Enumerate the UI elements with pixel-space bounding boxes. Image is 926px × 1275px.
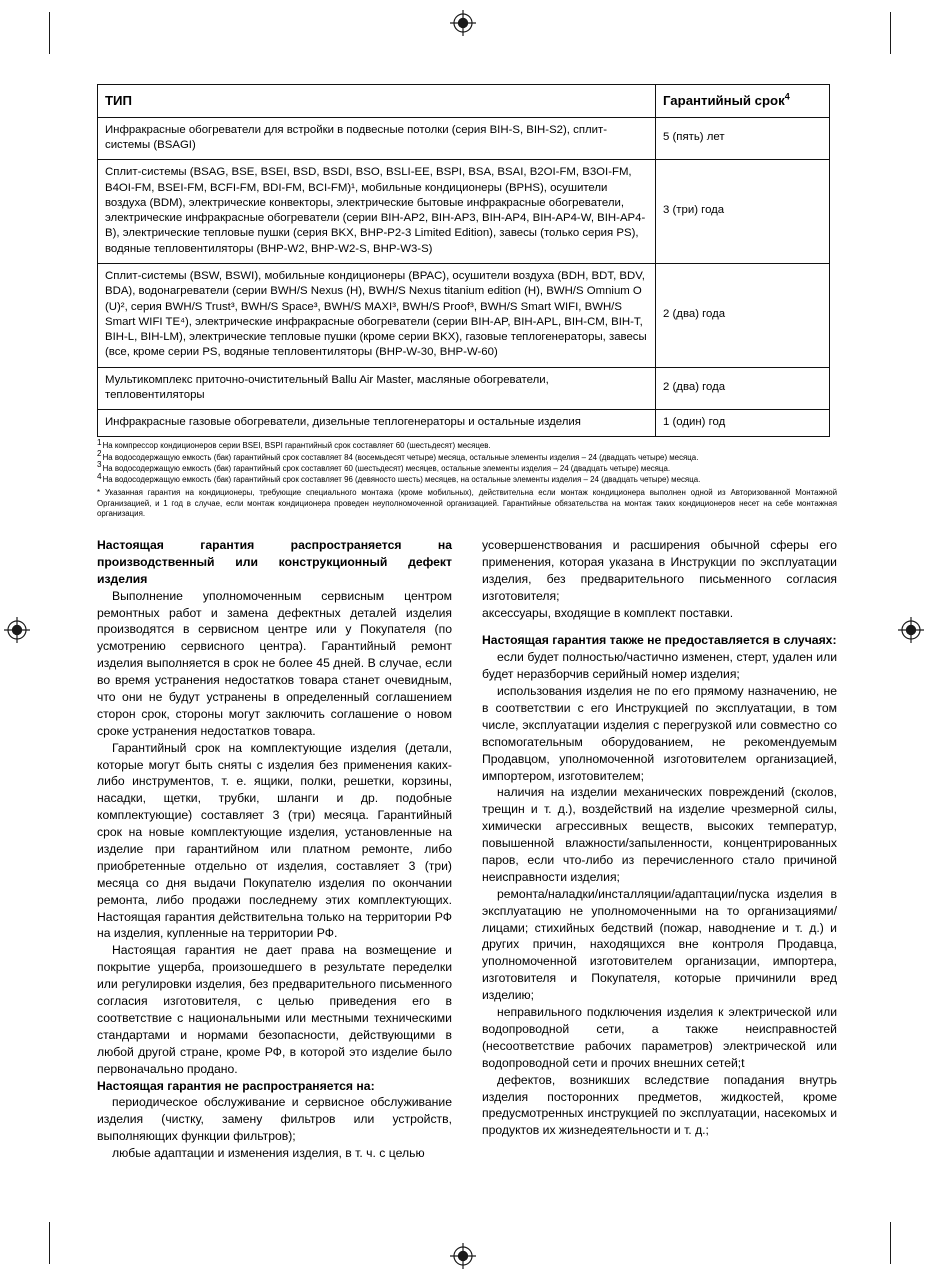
- left-paragraph-repair-terms: Выполнение уполномоченным сервисным центром ремонтных работ и замена дефектных деталей изделия производятся в сервисном центре или у Покупателя (по усмотрению сервисного центра). Гарантийный ремонт изделия выполняется в срок не более 45 дней. В случае, если во время устранения недостатков товара станет очевидным, что они не будут устранены в определенный соглашением сторон срок, стороны могут заключить соглашение о новом сроке устранения недостатков товара.: [97, 588, 452, 738]
- right-case-item-misuse: использования изделия не по его прямому назначению, не в соответствии с его Инструкцией по эксплуатации, в том числе, эксплуатации изделия с перегрузкой или совместно со вспомогательным оборудованием, не рекомендуемым Продавцом, уполномоченной изготовителем организацией, импортером, изготовителем;: [482, 684, 837, 783]
- footnotes-block: [97, 437, 837, 520]
- footnote-marker: 4: [97, 471, 102, 481]
- right-exclusion-item-accessories: аксессуары, входящие в комплект поставки.: [482, 605, 734, 620]
- footnote-text: На компрессор кондиционеров серии BSEI, BSPI гарантийный срок составляет 60 (шестьдесят) месяцев.: [102, 441, 491, 451]
- right-case-item-serial-number: если будет полностью/частично изменен, стерт, удален или будет неразборчив серийный номер изделия;: [482, 650, 837, 682]
- warranty-table: [97, 84, 830, 437]
- footnote-item: [97, 449, 837, 464]
- footnote-asterisk: * Указанная гарантия на кондиционеры, требующие специального монтажа (кроме мобильных), действительна если монтаж кондиционера выполнен одной из Авторизованной Монтажной Организацией, и 1 год в случае, если монтаж кондиционера проведен неуполномоченной организацией. Гарантийные обязательства на монтаж таких кондиционеров несет на себе монтажная организация.: [97, 487, 837, 519]
- left-paragraph-no-damage-compensation: Настоящая гарантия не дает права на возмещение и покрытие ущерба, произошедшего в результате переделки или регулировки изделия, без предварительного письменного согласия изготовителя, с целью приведения его в соответствие с национальными или местными техническими стандартами и нормами безопасности, действующими в любой другой стране, кроме РФ, в которой это изделие было первоначально продано.: [97, 943, 452, 1076]
- table-row: [98, 160, 830, 264]
- footnote-text: На водосодержащую емкость (бак) гарантийный срок составляет 96 (девяносто шесть) месяцев, на остальные элементы изделия – 24 (двадцать четыре) месяца.: [102, 475, 701, 485]
- table-header-row: [98, 85, 830, 118]
- column-header-type: ТИП: [98, 85, 656, 118]
- crop-mark-top-right: [890, 12, 891, 54]
- cell-warranty-term: 1 (один) год: [656, 410, 830, 437]
- footnote-marker: 1: [97, 437, 102, 447]
- cell-warranty-term: 5 (пять) лет: [656, 117, 830, 160]
- crop-mark-top-left: [49, 12, 50, 54]
- two-column-body: [97, 537, 837, 1162]
- footnote-item: [97, 471, 837, 486]
- registration-mark-bottom: [450, 1243, 476, 1269]
- table-row: [98, 263, 830, 367]
- right-case-item-unauthorized-service: ремонта/наладки/инсталляции/адаптации/пуска изделия в эксплуатацию не уполномоченными на то организациями/лицами; стихийных бедствий (пожар, наводнение и т. д.) и других причин, находящихся вне контроля Продавца, уполномоченной изготовителем организации, импортера, изготовителя и Покупателя, которые причинили вред изделию;: [482, 886, 837, 1003]
- page-content: [97, 84, 837, 520]
- footnote-item: [97, 460, 837, 475]
- registration-mark-left: [4, 617, 30, 643]
- left-column: [97, 537, 452, 1162]
- column-header-term: [656, 85, 830, 118]
- right-case-item-mechanical-damage: наличия на изделии механических повреждений (сколов, трещин и т. д.), воздействий на изделие чрезмерной силы, химически агрессивных веществ, высоких температур, повышенной влажности/запыленности, концентрированных паров, если что-либо из перечисленного стало причиной неисправности изделия;: [482, 785, 837, 884]
- left-paragraph-components-terms: Гарантийный срок на комплектующие изделия (детали, которые могут быть сняты с изделия без применения каких-либо инструментов, т. е. ящики, полки, решетки, корзины, насадки, щетки, трубки, шланги и др. подобные комплектующие) составляет 3 (три) месяца. Гарантийный срок на новые комплектующие изделия, установленные на изделие при гарантийном или платном ремонте, либо приобретенные отдельно от изделия, составляет 3 (три) месяца со дня выдачи Покупателю изделия по окончании ремонта, либо продажи последнему этих комплектующих. Настоящая гарантия действительна только на территории РФ на изделия, купленные на территории РФ.: [97, 740, 452, 941]
- table-row: [98, 117, 830, 160]
- crop-mark-bottom-right: [890, 1222, 891, 1264]
- column-header-term-label: Гарантийный срок: [663, 93, 785, 108]
- cell-product-type: Сплит-системы (BSAG, BSE, BSEI, BSD, BSDI, BSO, BSLI-EE, BSPI, BSA, BSAI, B2OI-FM, B3OI-FM, B4OI-FM, BSEI-FM, BCFI-FM, BDI-FM, BCI-FM)¹, мобильные кондиционеры (BPHS), осушители воздуха (BDM), электрические конвекторы, электрические бытовые инфракрасные обогреватели, электрические инфракрасные обогреватели (серии BIH-AP2, BIH-AP3, BIH-AP4, BIH-AP4-W, BIH-AP4-B), электрические тепловые пушки (серия BKX, BHP-P2-3 Limited Edition), завесы (только серия PS), водяные тепловентиляторы (BHP-W2, BHP-W2-S, BHP-W3-S): [98, 160, 656, 264]
- footnote-item: [97, 437, 837, 452]
- right-heading-warranty-not-provided: Настоящая гарантия также не предоставляется в случаях:: [482, 633, 837, 648]
- footnote-marker: 2: [97, 449, 102, 459]
- footnote-marker: 3: [97, 460, 102, 470]
- left-exclusion-item-adaptations: любые адаптации и изменения изделия, в т. ч. с целью: [112, 1146, 425, 1161]
- footnote-text: На водосодержащую емкость (бак) гарантийный срок составляет 84 (восемьдесят четыре) месяца, остальные элементы изделия – 24 (двадцать четыре) месяца.: [102, 452, 699, 462]
- footnote-text: На водосодержащую емкость (бак) гарантийный срок составляет 60 (шестьдесят) месяцев, остальные элементы изделия – 24 (двадцать четыре) месяца.: [102, 463, 671, 473]
- right-column: [482, 537, 837, 1162]
- cell-warranty-term: 3 (три) года: [656, 160, 830, 264]
- left-heading-warranty-covers: Настоящая гарантия распространяется на производственный или конструкционный дефект изделия: [97, 538, 452, 586]
- left-exclusion-item-maintenance: периодическое обслуживание и сервисное обслуживание изделия (чистку, замену фильтров или устройств, выполняющих функции фильтров);: [97, 1095, 452, 1144]
- cell-product-type: Инфракрасные обогреватели для встройки в подвесные потолки (серия BIH-S, BIH-S2), сплит-системы (BSAGI): [98, 117, 656, 160]
- cell-warranty-term: 2 (два) года: [656, 367, 830, 410]
- cell-product-type: Сплит-системы (BSW, BSWI), мобильные кондиционеры (BPAC), осушители воздуха (BDH, BDT, BDV, BDA), водонагреватели (серии BWH/S Nexus (H), BWH/S Nexus titanium edition (H), BWH/S Omnium O (U)², серия BWH/S Trust³, BWH/S Space³, BWH/S MAXI³, BWH/S Proof³, BWH/S Smart WIFI, BWH/S Smart WIFI TE⁴), электрические инфракрасные обогреватели (серии BIH-AP, BIH-APL, BIH-CM, BIH-T, BIH-L, BIH-LM), электрические тепловые пушки (кроме серии BKX), газовые теплогенераторы, завесы (все, кроме серии PS, водяные тепловентиляторы (BHP-W-30, BHP-W-60): [98, 263, 656, 367]
- cell-product-type: Инфракрасные газовые обогреватели, дизельные теплогенераторы и остальные изделия: [98, 410, 656, 437]
- table-row: [98, 410, 830, 437]
- registration-mark-top: [450, 10, 476, 36]
- right-exclusion-item-adaptations-cont: усовершенствования и расширения обычной сферы его применения, которая указана в Инструкции по эксплуатации изделия, без предварительного письменного согласия изготовителя;: [482, 538, 837, 603]
- registration-mark-right: [898, 617, 924, 643]
- table-row: [98, 367, 830, 410]
- cell-product-type: Мультикомплекс приточно-очистительный Ballu Air Master, масляные обогреватели, тепловентиляторы: [98, 367, 656, 410]
- left-heading-warranty-excludes: Настоящая гарантия не распространяется на:: [97, 1078, 375, 1093]
- crop-mark-bottom-left: [49, 1222, 50, 1264]
- right-case-item-wrong-connection: неправильного подключения изделия к электрической или водопроводной сети, а также неисправностей (несоответствие рабочих параметров) электрической или водопроводной сети и прочих внешних сетей;t: [482, 1005, 837, 1070]
- right-case-item-foreign-objects: дефектов, возникших вследствие попадания внутрь изделия посторонних предметов, жидкостей, кроме предусмотренных инструкцией по эксплуатации, насекомых и продуктов их жизнедеятельности и т. д.;: [482, 1072, 837, 1138]
- cell-warranty-term: 2 (два) года: [656, 263, 830, 367]
- column-header-term-footnote-mark: 4: [784, 91, 790, 102]
